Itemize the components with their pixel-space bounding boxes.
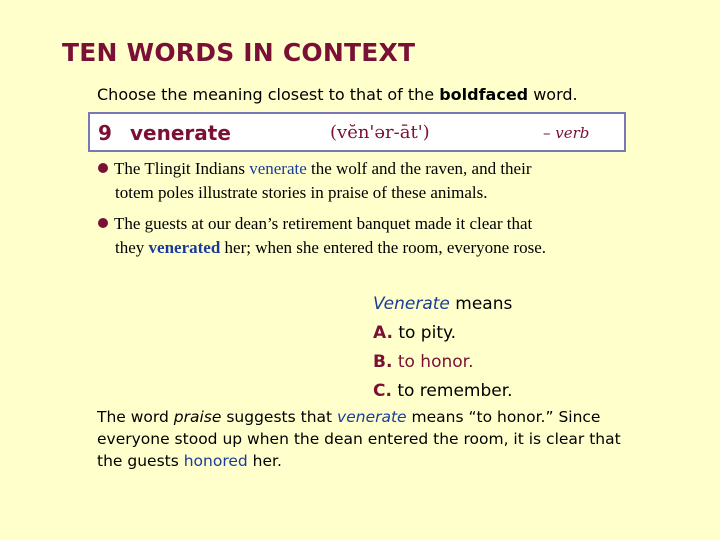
example-sentence-2 bbox=[98, 212, 638, 260]
page-title: TEN WORDS IN CONTEXT bbox=[62, 38, 416, 67]
option-c[interactable] bbox=[373, 377, 513, 406]
sentence-text: they bbox=[115, 238, 149, 257]
bullet-icon bbox=[98, 218, 108, 228]
explanation-text: means “to honor.” Since everyone stood up when the dean entered the room, it is clear that the guests bbox=[97, 408, 621, 470]
instruction-text: Choose the meaning closest to that of the bbox=[97, 85, 440, 104]
sentence-text: The guests at our dean’s retirement banquet made it clear that bbox=[114, 214, 533, 233]
option-letter: C. bbox=[373, 381, 392, 401]
word-number: 9 bbox=[98, 121, 112, 145]
question-means: means bbox=[449, 294, 513, 314]
example-sentence-1 bbox=[98, 157, 638, 205]
sentence-text: her; when she entered the room, everyone rose. bbox=[220, 238, 547, 257]
option-text: to honor. bbox=[392, 352, 474, 372]
explanation-text: The word bbox=[97, 408, 174, 426]
sentence-highlight: venerated bbox=[148, 238, 221, 257]
explanation-italic: venerate bbox=[337, 408, 407, 426]
sentence-text: the wolf and the raven, and their bbox=[306, 159, 532, 178]
bullet-icon bbox=[98, 163, 108, 173]
sentence-text: totem poles illustrate stories in praise of these animals. bbox=[115, 183, 488, 202]
explanation-highlight: honored bbox=[183, 452, 248, 470]
sentence-text: The Tlingit Indians bbox=[114, 159, 250, 178]
instruction-text-end: word. bbox=[528, 85, 578, 104]
word-card bbox=[88, 112, 626, 152]
option-letter: A. bbox=[373, 323, 393, 343]
explanation-text: suggests that bbox=[221, 408, 338, 426]
option-letter: B. bbox=[373, 352, 393, 372]
part-of-speech: – verb bbox=[543, 124, 590, 142]
sentence-highlight: venerate bbox=[249, 159, 307, 178]
question-term: Venerate bbox=[373, 294, 450, 314]
vocab-word: venerate bbox=[130, 121, 231, 145]
explanation-italic: praise bbox=[173, 408, 222, 426]
option-a[interactable] bbox=[373, 319, 513, 348]
option-text: to pity. bbox=[392, 323, 457, 343]
explanation-text: her. bbox=[247, 452, 282, 470]
pronunciation: (vĕn'ər-āt') bbox=[330, 122, 430, 143]
option-b[interactable] bbox=[373, 348, 513, 377]
question-stem bbox=[373, 290, 513, 319]
instruction bbox=[97, 85, 578, 104]
option-text: to remember. bbox=[391, 381, 513, 401]
explanation bbox=[97, 406, 637, 472]
answer-choices bbox=[373, 290, 513, 406]
instruction-bold-word: boldfaced bbox=[439, 85, 529, 104]
